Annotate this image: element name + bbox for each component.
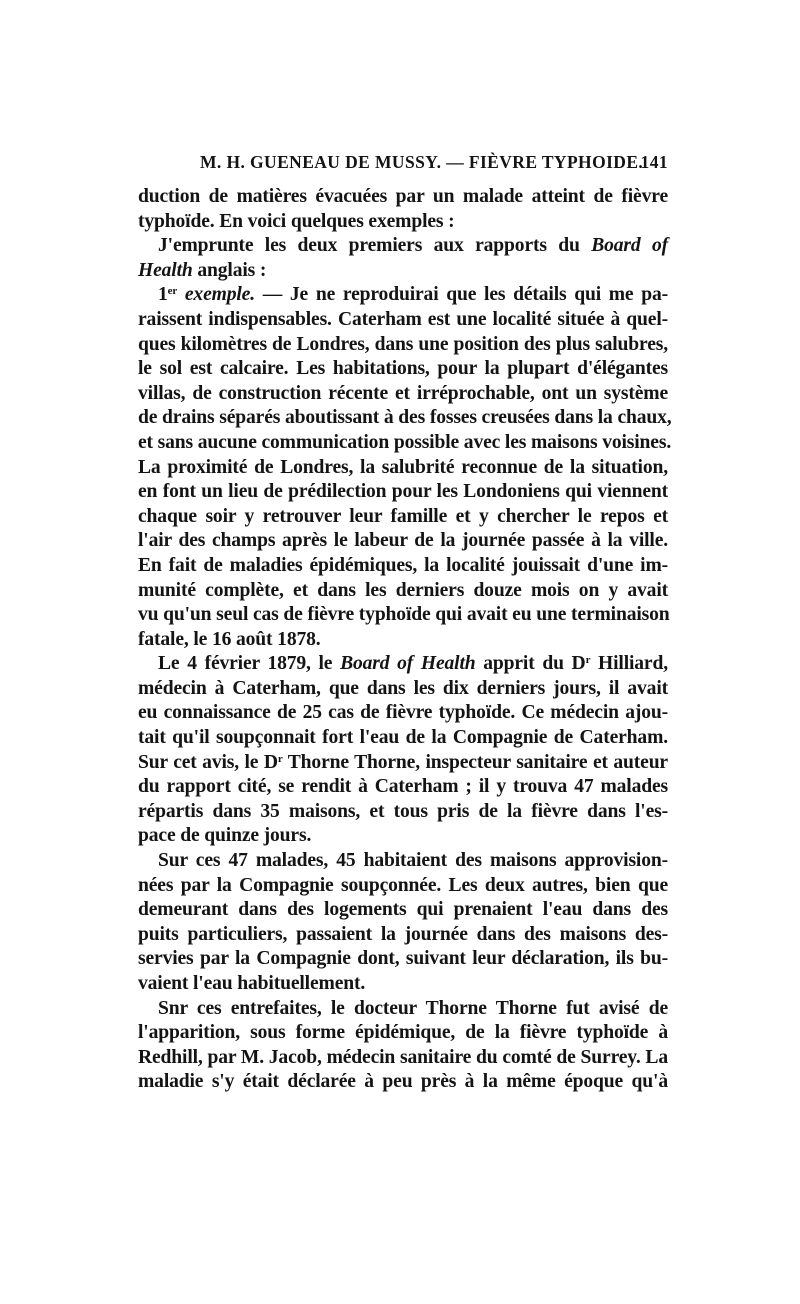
text-line: La proximité de Londres, la salubrité reconnue de la situation, xyxy=(138,456,668,478)
text-line: villas, de construction récente et irréprochable, ont un système xyxy=(138,382,668,404)
page-number: 141 xyxy=(640,152,668,172)
body-text xyxy=(138,185,672,1095)
text-line: demeurant dans des logements qui prenaient l'eau dans des xyxy=(138,899,668,921)
text-line: ques kilomètres de Londres, dans une position des plus salubres, xyxy=(138,333,668,355)
italic-text: Board of Health xyxy=(340,653,476,675)
text-line xyxy=(138,283,668,308)
paragraph-6 xyxy=(138,997,668,1095)
text-line: du rapport cité, se rendit à Caterham ; il y trouva 47 malades xyxy=(138,776,668,798)
text-line: tait qu'il soupçonnait fort l'eau de la Compagnie de Caterham. xyxy=(138,727,668,749)
text-line: pace de quinze jours. xyxy=(138,825,312,847)
text-line: en font un lieu de prédilection pour les Londoniens qui viennent xyxy=(138,481,668,503)
italic-text: Board of xyxy=(591,235,668,257)
text-line: nées par la Compagnie soupçonnée. Les deux autres, bien que xyxy=(138,874,668,896)
text-line xyxy=(138,652,668,677)
running-header xyxy=(138,152,668,178)
text-line: raissent indispensables. Caterham est une localité située à quel- xyxy=(138,308,668,330)
text-run: Sur cet avis, le D xyxy=(138,751,278,773)
italic-text: Health xyxy=(138,259,193,281)
text-line: duction de matières évacuées par un malade atteint de fièvre xyxy=(138,186,668,207)
text-line: fatale, le 16 août 1878. xyxy=(138,628,321,650)
text-line: répartis dans 35 maisons, et tous pris de la fièvre dans l'es- xyxy=(138,800,668,822)
text-line: Redhill, par M. Jacob, médecin sanitaire du comté de Surrey. La xyxy=(138,1046,668,1068)
text-line xyxy=(138,751,668,776)
text-line: chaque soir y retrouver leur famille et y chercher le repos et xyxy=(138,505,668,527)
paragraph-5 xyxy=(138,849,668,997)
text-line: servies par la Compagnie dont, suivant leur déclaration, ils bu- xyxy=(138,948,668,970)
example-number: 1 xyxy=(158,284,168,306)
text-line: maladie s'y était déclarée à peu près à la même époque qu'à xyxy=(138,1071,668,1093)
text-line: typhoïde. En voici quelques exemples : xyxy=(138,210,455,232)
text-run: Thorne Thorne, inspecteur sanitaire et auteur xyxy=(282,751,668,773)
text-run: Hilliard, xyxy=(590,653,668,675)
example-label: exemple. xyxy=(177,284,255,306)
text-line: médecin à Caterham, que dans les dix derniers jours, il avait xyxy=(138,677,668,699)
text-line xyxy=(138,259,668,284)
superscript: r xyxy=(585,654,591,667)
running-title: M. H. GUENEAU DE MUSSY. — FIÈVRE TYPHOIDE. xyxy=(200,152,644,172)
text-line: l'apparition, sous forme épidémique, de la fièvre typhoïde à xyxy=(138,1022,668,1044)
text-line: vaient l'eau habituellement. xyxy=(138,973,366,994)
paragraph-2 xyxy=(138,234,668,283)
text-line: l'air des champs après le labeur de la journée passée à la ville. xyxy=(138,530,668,552)
paragraph-4 xyxy=(138,652,668,849)
text-line: Sur ces 47 malades, 45 habitaient des maisons approvision- xyxy=(158,850,668,872)
text-run: anglais : xyxy=(192,259,267,281)
text-line: de drains séparés aboutissant à des fosses creusées dans la chaux, xyxy=(138,407,672,429)
paragraph-1 xyxy=(138,185,668,234)
text-line xyxy=(138,234,668,259)
text-run: J'emprunte les deux premiers aux rapports du xyxy=(158,235,592,257)
text-line: Snr ces entrefaites, le docteur Thorne Thorne fut avisé de xyxy=(158,997,668,1019)
text-run: — Je ne reproduirai que les détails qui me pa- xyxy=(254,284,668,306)
text-line: En fait de maladies épidémiques, la localité jouissait d'une im- xyxy=(138,554,668,576)
text-line: munité complète, et dans les derniers douze mois on y avait xyxy=(138,579,668,601)
text-line: vu qu'un seul cas de fièvre typhoïde qui avait eu une terminaison xyxy=(138,604,670,626)
text-run: apprit du D xyxy=(475,653,586,675)
text-line: et sans aucune communication possible avec les maisons voisines. xyxy=(138,431,672,453)
text-run: Le 4 février 1879, le xyxy=(158,653,341,675)
superscript: r xyxy=(277,752,283,765)
text-line: puits particuliers, passaient la journée dans des maisons des- xyxy=(138,923,668,945)
superscript: er xyxy=(167,285,178,298)
paragraph-3 xyxy=(138,283,672,652)
text-line: le sol est calcaire. Les habitations, pour la plupart d'élégantes xyxy=(138,358,668,380)
text-line: eu connaissance de 25 cas de fièvre typhoïde. Ce médecin ajou- xyxy=(138,702,668,724)
